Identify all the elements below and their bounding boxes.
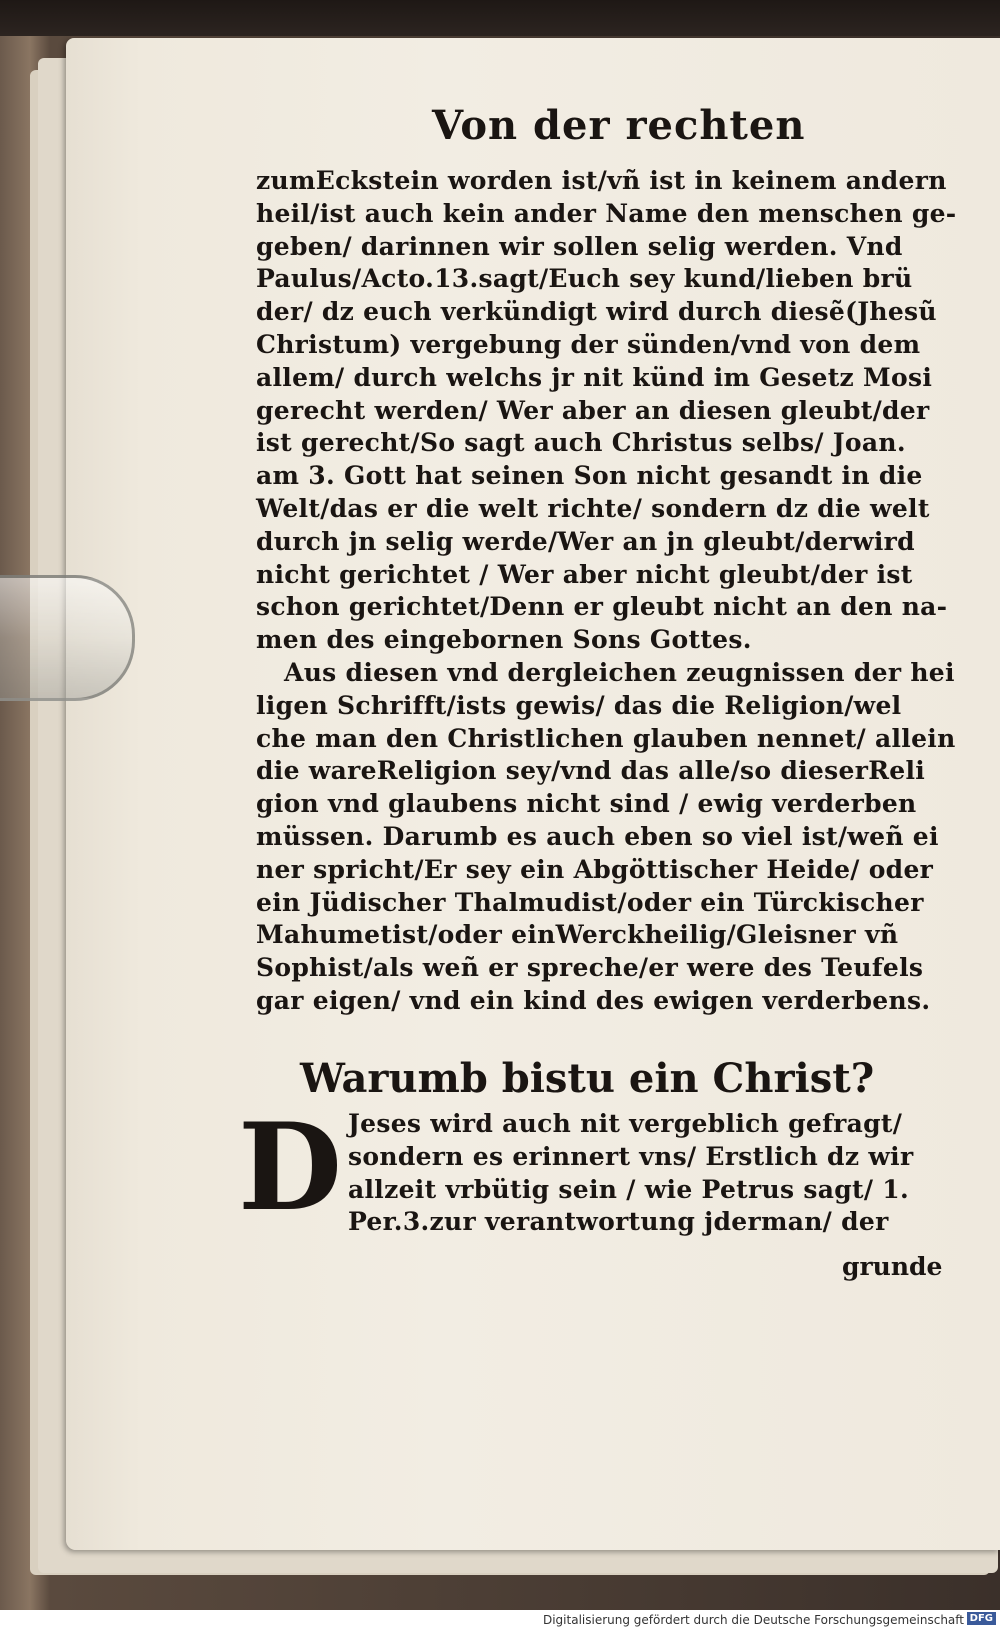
text-line: sondern es erinnert vns/ Erstlich dz wir — [348, 1141, 914, 1171]
section-heading: Warumb bistu ein Christ? — [300, 1055, 875, 1102]
text-line: müssen. Darumb es auch eben so viel ist/weñ ei — [256, 821, 939, 851]
text-line: allem/ durch welchs jr nit künd im Gesetz Mosi — [256, 362, 933, 392]
text-line: der/ dz euch verkündigt wird durch diesẽ(Jhesũ — [256, 297, 937, 327]
text-line: Jeses wird auch nit vergeblich gefragt/ — [348, 1109, 903, 1138]
text-line: heil/ist auch kein ander Name den menschen ge- — [256, 198, 957, 228]
footer-bar — [0, 1610, 1000, 1632]
text-line: ist gerecht/So sagt auch Christus selbs/ Joan. — [256, 428, 906, 458]
text-line: durch jn selig werde/Wer an jn gleubt/derwird — [256, 526, 915, 556]
funding-notice: Digitalisierung gefördert durch die Deutsche Forschungsgemeinschaft — [542, 1613, 964, 1627]
text-line: am 3. Gott hat seinen Son nicht gesandt in die — [256, 461, 923, 491]
text-line: ligen Schrifft/ists gewis/ das die Religion/wel — [256, 690, 902, 720]
catchword: grunde — [842, 1252, 943, 1281]
text-line: Sophist/als weñ er spreche/er were des Teufels — [256, 953, 924, 983]
decorated-initial: D — [238, 1097, 343, 1238]
text-line: gerecht werden/ Wer aber an diesen gleubt/der — [256, 395, 930, 425]
text-line: zumEckstein worden ist/vñ ist in keinem andern — [256, 166, 947, 195]
text-line: allzeit vrbütig sein / wie Petrus sagt/ 1. — [348, 1174, 909, 1204]
text-line: Paulus/Acto.13.sagt/Euch sey kund/lieben brü — [256, 264, 913, 294]
final-text — [348, 1108, 948, 1239]
text-line: Christum) vergebung der sünden/vnd von dem — [256, 329, 921, 359]
text-line: men des eingebornen Sons Gottes. — [256, 625, 752, 655]
book-cover-top — [0, 0, 1000, 36]
text-line: ner spricht/Er sey ein Abgöttischer Heide/ oder — [256, 854, 934, 884]
text-line: die wareReligion sey/vnd das alle/so dieserReli — [256, 756, 926, 786]
text-line: ein Jüdischer Thalmudist/oder ein Türckischer — [256, 887, 924, 917]
text-line: Aus diesen vnd dergleichen zeugnissen der hei — [284, 657, 955, 687]
text-line: che man den Christlichen glauben nennet/ allein — [256, 723, 956, 753]
text-line: schon gerichtet/Denn er gleubt nicht an den na- — [256, 592, 948, 622]
text-line: Mahumetist/oder einWerckheilig/Gleisner vñ — [256, 920, 899, 950]
text-line: nicht gerichtet / Wer aber nicht gleubt/der ist — [256, 559, 913, 589]
text-line: gar eigen/ vnd ein kind des ewigen verderbens. — [256, 985, 931, 1015]
text-line: Welt/das er die welt richte/ sondern dz die welt — [256, 493, 930, 523]
body-text — [256, 165, 957, 1018]
dfg-badge: DFG — [967, 1612, 996, 1625]
text-line: geben/ darinnen wir sollen selig werden. Vnd — [256, 231, 903, 261]
page-clip — [0, 575, 135, 701]
text-line: gion vnd glaubens nicht sind / ewig verderben — [256, 789, 917, 819]
text-line: Per.3.zur verantwortung jderman/ der — [348, 1207, 889, 1237]
running-header: Von der rechten — [432, 102, 806, 149]
